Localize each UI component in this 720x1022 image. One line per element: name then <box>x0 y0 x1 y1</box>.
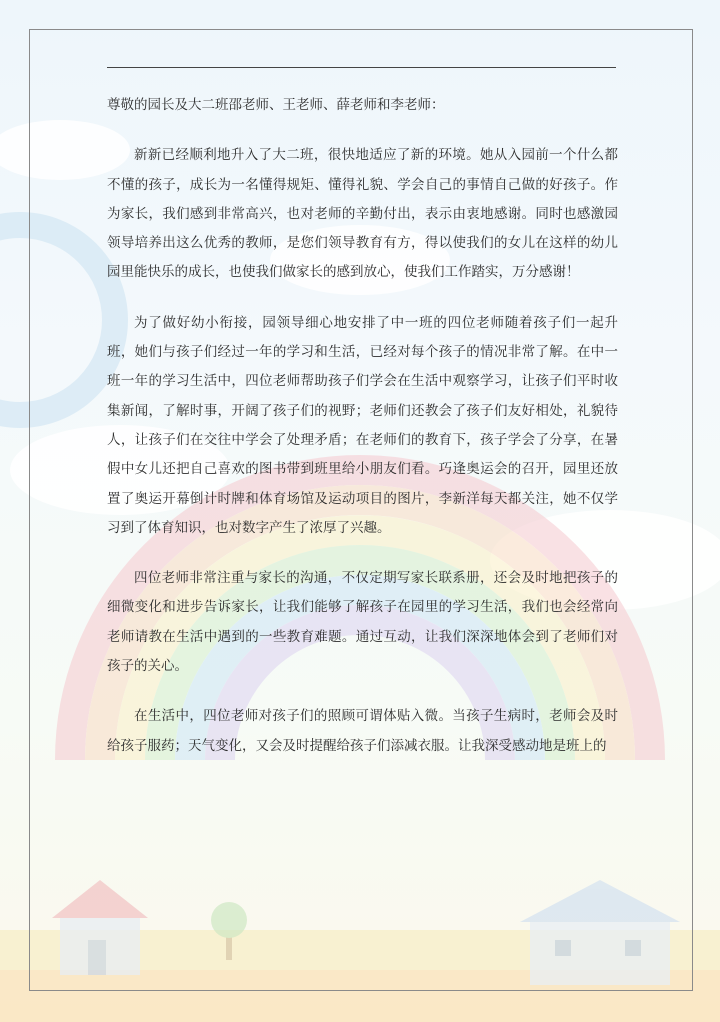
paragraph-2: 为了做好幼小衔接，园领导细心地安排了中一班的四位老师随着孩子们一起升班，她们与孩子们经过一年的学习和生活，已经对每个孩子的情况非常了解。在中一班一年的学习生活中，四位老师帮助孩子们学会在生活中观察学习，让孩子们平时收集新闻，了解时事，开阔了孩子们的视野；老师们还教会了孩子们友好相处，礼貌待人，让孩子们在交往中学会了处理矛盾；在老师们的教育下，孩子学会了分享，在暑假中女儿还把自己喜欢的图书带到班里给小朋友们看。巧逢奥运会的召开，园里还放置了奥运开幕倒计时牌和体育场馆及运动项目的图片，李新洋每天都关注，她不仅学习到了体育知识，也对数字产生了浓厚了兴趣。 <box>107 314 618 536</box>
header-rule <box>107 67 616 68</box>
paragraph-4: 在生活中，四位老师对孩子们的照顾可谓体贴入微。当孩子生病时，老师会及时给孩子服药；天气变化，又会及时提醒给孩子们添减衣服。让我深受感动地是班上的 <box>107 708 618 754</box>
salutation: 尊敬的园长及大二班邵老师、王老师、薛老师和李老师： <box>107 97 445 113</box>
letter-body <box>107 91 618 782</box>
paragraph-3: 四位老师非常注重与家长的沟通，不仅定期写家长联系册，还会及时地把孩子的细微变化和进步告诉家长，让我们能够了解孩子在园里的学习生活，我们也会经常向老师请教在生活中遇到的一些教育难题。通过互动，让我们深深地体会到了老师们对孩子的关心。 <box>107 570 618 675</box>
paragraph-1: 新新已经顺利地升入了大二班，很快地适应了新的环境。她从入园前一个什么都不懂的孩子，成长为一名懂得规矩、懂得礼貌、学会自己的事情自己做的好孩子。作为家长，我们感到非常高兴，也对老师的辛勤付出，表示由衷地感谢。同时也感激园领导培养出这么优秀的教师，是您们领导教育有方，得以使我们的女儿在这样的幼儿园里能快乐的成长，也使我们做家长的感到放心，使我们工作踏实，万分感谢！ <box>107 147 618 281</box>
